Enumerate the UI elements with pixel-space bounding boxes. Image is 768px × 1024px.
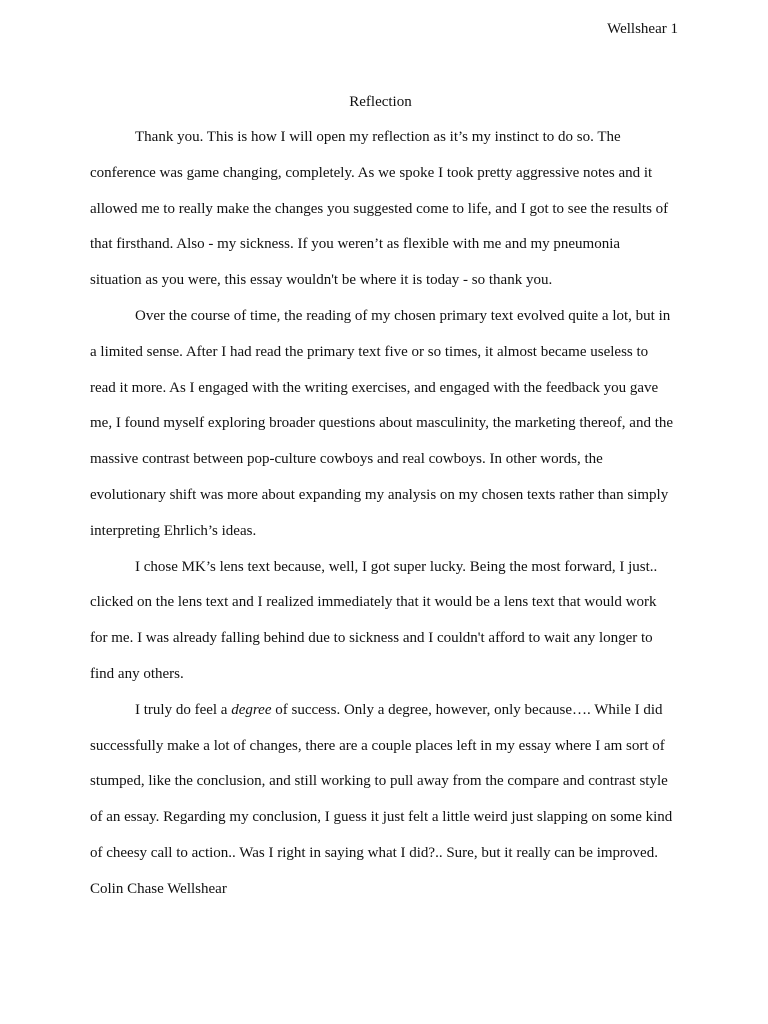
paragraph-4 bbox=[90, 693, 680, 872]
running-header bbox=[607, 19, 678, 39]
text-segment: of success. Only a degree, however, only because…. While I did bbox=[271, 701, 663, 718]
text-line: Over the course of time, the reading of my chosen primary text evolved quite a lot, but in bbox=[135, 307, 671, 324]
paragraph-1 bbox=[90, 120, 680, 299]
text-line: read it more. As I engaged with the writing exercises, and engaged with the feedback you gave bbox=[90, 379, 659, 396]
text-line: Thank you. This is how I will open my reflection as it’s my instinct to do so. The bbox=[135, 129, 621, 145]
text-line: of an essay. Regarding my conclusion, I guess it just felt a little weird just slapping on some kind bbox=[90, 809, 673, 826]
text-line: that firsthand. Also - my sickness. If you weren’t as flexible with me and my pneumonia bbox=[90, 236, 621, 253]
text-line: successfully make a lot of changes, there are a couple places left in my essay where I am sort of bbox=[90, 737, 665, 754]
paragraph-3 bbox=[90, 550, 680, 693]
text-line: I chose MK’s lens text because, well, I got super lucky. Being the most forward, I just.. bbox=[135, 558, 658, 575]
paragraph-2 bbox=[90, 299, 680, 550]
text-line: stumped, like the conclusion, and still working to pull away from the compare and contrast style bbox=[90, 773, 668, 790]
text-line: interpreting Ehrlich’s ideas. bbox=[90, 522, 257, 539]
text-line: situation as you were, this essay wouldn't be where it is today - so thank you. bbox=[90, 272, 553, 289]
text-line: for me. I was already falling behind due to sickness and I couldn't afford to wait any longer to bbox=[90, 630, 653, 647]
text-line: clicked on the lens text and I realized immediately that it would be a lens text that would work bbox=[90, 594, 657, 611]
emphasized-word: degree bbox=[231, 701, 272, 718]
text-line: massive contrast between pop-culture cowboys and real cowboys. In other words, the bbox=[90, 451, 603, 468]
author-signature: Colin Chase Wellshear bbox=[90, 880, 227, 897]
document-body bbox=[90, 120, 680, 908]
header-page-number: 1 bbox=[670, 21, 678, 37]
text-line bbox=[90, 693, 680, 729]
text-line: allowed me to really make the changes you suggested come to life, and I got to see the results of bbox=[90, 200, 669, 217]
text-line: me, I found myself exploring broader questions about masculinity, the marketing thereof, and the bbox=[90, 415, 674, 432]
text-line: find any others. bbox=[90, 665, 184, 682]
text-line: evolutionary shift was more about expanding my analysis on my chosen texts rather than simply bbox=[90, 486, 669, 503]
text-line: a limited sense. After I had read the primary text five or so times, it almost became useless to bbox=[90, 343, 649, 360]
text-line: of cheesy call to action.. Was I right in saying what I did?.. Sure, but it really can be improved. bbox=[90, 844, 658, 861]
header-author-last-name: Wellshear bbox=[607, 21, 667, 37]
text-segment: I truly do feel a bbox=[135, 701, 232, 718]
document-title: Reflection bbox=[349, 94, 412, 110]
text-line: conference was game changing, completely. As we spoke I took pretty aggressive notes and it bbox=[90, 164, 653, 181]
